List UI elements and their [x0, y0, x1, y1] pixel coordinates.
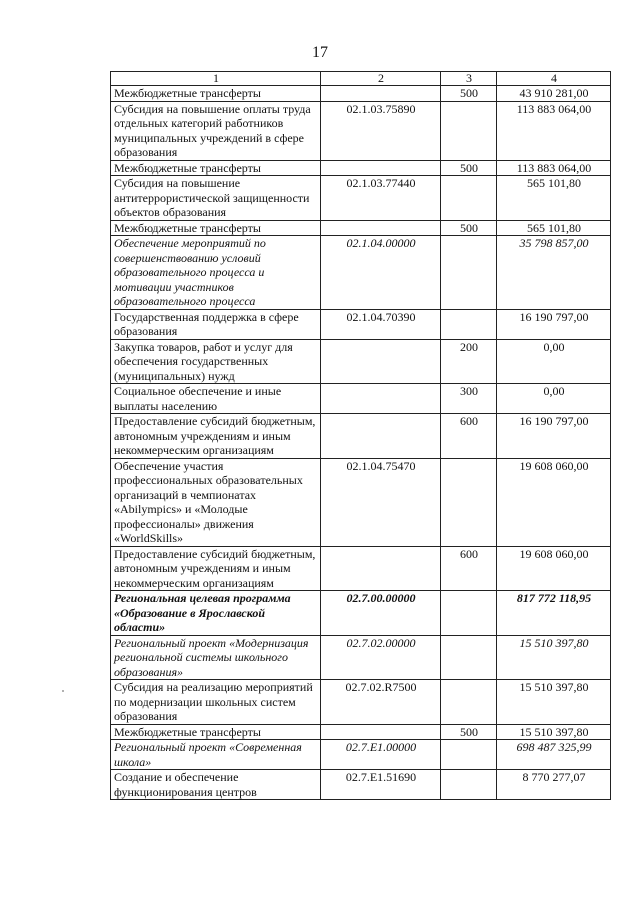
row-code-cell: 02.1.03.77440: [321, 176, 441, 221]
table-row: [111, 160, 611, 176]
row-amount-cell: 817 772 118,95: [497, 591, 611, 636]
table-row: [111, 724, 611, 740]
row-amount-cell: 565 101,80: [497, 176, 611, 221]
row-code-cell: 02.7.00.00000: [321, 591, 441, 636]
row-type-cell: [441, 635, 497, 680]
table-row: [111, 680, 611, 725]
row-type-cell: [441, 680, 497, 725]
row-name-cell: Субсидия на реализацию мероприятий по модернизации школьных систем образования: [111, 680, 321, 725]
table-row: [111, 101, 611, 160]
row-code-cell: [321, 384, 441, 414]
budget-table: [110, 71, 611, 800]
row-type-cell: 300: [441, 384, 497, 414]
column-header-code: 2: [321, 72, 441, 86]
row-type-cell: [441, 458, 497, 546]
row-amount-cell: 15 510 397,80: [497, 635, 611, 680]
row-name-cell: Региональная целевая программа «Образование в Ярославской области»: [111, 591, 321, 636]
table-row: [111, 236, 611, 310]
column-header-amount: 4: [497, 72, 611, 86]
table-row: [111, 591, 611, 636]
row-name-cell: Межбюджетные трансферты: [111, 724, 321, 740]
table-row: [111, 635, 611, 680]
row-amount-cell: 15 510 397,80: [497, 680, 611, 725]
row-type-cell: 600: [441, 414, 497, 459]
column-header-name: 1: [111, 72, 321, 86]
row-name-cell: Обеспечение участия профессиональных образовательных организаций в чемпионатах «Abilympics» и «Молодые профессионалы» движения «WorldSkills»: [111, 458, 321, 546]
row-name-cell: Межбюджетные трансферты: [111, 86, 321, 102]
row-code-cell: [321, 339, 441, 384]
row-code-cell: [321, 86, 441, 102]
row-name-cell: Региональный проект «Современная школа»: [111, 740, 321, 770]
row-amount-cell: 35 798 857,00: [497, 236, 611, 310]
row-code-cell: [321, 546, 441, 591]
row-name-cell: Обеспечение мероприятий по совершенствованию условий образовательного процесса и мотивации участников образовательного процесса: [111, 236, 321, 310]
row-code-cell: 02.1.04.00000: [321, 236, 441, 310]
table-row: [111, 740, 611, 770]
table-row: [111, 384, 611, 414]
row-code-cell: 02.7.E1.51690: [321, 770, 441, 800]
row-code-cell: [321, 414, 441, 459]
row-amount-cell: 16 190 797,00: [497, 414, 611, 459]
row-name-cell: Закупка товаров, работ и услуг для обеспечения государственных (муниципальных) нужд: [111, 339, 321, 384]
row-name-cell: Субсидия на повышение антитеррористической защищенности объектов образования: [111, 176, 321, 221]
row-name-cell: Социальное обеспечение и иные выплаты населению: [111, 384, 321, 414]
row-type-cell: [441, 740, 497, 770]
row-code-cell: [321, 724, 441, 740]
table-row: [111, 546, 611, 591]
row-code-cell: [321, 160, 441, 176]
row-code-cell: 02.7.02.00000: [321, 635, 441, 680]
row-name-cell: Субсидия на повышение оплаты труда отдельных категорий работников муниципальных учреждений в сфере образования: [111, 101, 321, 160]
row-code-cell: [321, 220, 441, 236]
table-row: [111, 176, 611, 221]
row-amount-cell: 19 608 060,00: [497, 458, 611, 546]
row-type-cell: 600: [441, 546, 497, 591]
table-row: [111, 220, 611, 236]
row-type-cell: 200: [441, 339, 497, 384]
margin-mark: [62, 690, 64, 692]
table-body: [111, 86, 611, 800]
row-code-cell: 02.1.04.70390: [321, 309, 441, 339]
row-amount-cell: 43 910 281,00: [497, 86, 611, 102]
column-header-type: 3: [441, 72, 497, 86]
row-code-cell: 02.7.02.R7500: [321, 680, 441, 725]
row-name-cell: Предоставление субсидий бюджетным, автономным учреждениям и иным некоммерческим организациям: [111, 414, 321, 459]
row-amount-cell: 8 770 277,07: [497, 770, 611, 800]
row-code-cell: 02.1.04.75470: [321, 458, 441, 546]
row-amount-cell: 565 101,80: [497, 220, 611, 236]
row-type-cell: 500: [441, 160, 497, 176]
row-amount-cell: 15 510 397,80: [497, 724, 611, 740]
table-row: [111, 458, 611, 546]
table-row: [111, 339, 611, 384]
row-amount-cell: 698 487 325,99: [497, 740, 611, 770]
row-amount-cell: 16 190 797,00: [497, 309, 611, 339]
row-name-cell: Государственная поддержка в сфере образования: [111, 309, 321, 339]
row-type-cell: 500: [441, 724, 497, 740]
row-amount-cell: 0,00: [497, 339, 611, 384]
row-name-cell: Межбюджетные трансферты: [111, 160, 321, 176]
row-type-cell: [441, 236, 497, 310]
row-type-cell: [441, 101, 497, 160]
row-amount-cell: 19 608 060,00: [497, 546, 611, 591]
table-row: [111, 309, 611, 339]
table-row: [111, 86, 611, 102]
row-name-cell: Региональный проект «Модернизация региональной системы школьного образования»: [111, 635, 321, 680]
row-code-cell: 02.7.E1.00000: [321, 740, 441, 770]
row-type-cell: 500: [441, 220, 497, 236]
row-name-cell: Предоставление субсидий бюджетным, автономным учреждениям и иным некоммерческим организациям: [111, 546, 321, 591]
row-type-cell: [441, 770, 497, 800]
table-row: [111, 414, 611, 459]
row-amount-cell: 113 883 064,00: [497, 160, 611, 176]
row-name-cell: Создание и обеспечение функционирования центров: [111, 770, 321, 800]
row-type-cell: [441, 309, 497, 339]
table-row: [111, 770, 611, 800]
row-amount-cell: 113 883 064,00: [497, 101, 611, 160]
row-amount-cell: 0,00: [497, 384, 611, 414]
page-number: 17: [312, 44, 328, 61]
row-type-cell: 500: [441, 86, 497, 102]
row-type-cell: [441, 591, 497, 636]
table-header-row: [111, 72, 611, 86]
row-type-cell: [441, 176, 497, 221]
row-code-cell: 02.1.03.75890: [321, 101, 441, 160]
row-name-cell: Межбюджетные трансферты: [111, 220, 321, 236]
